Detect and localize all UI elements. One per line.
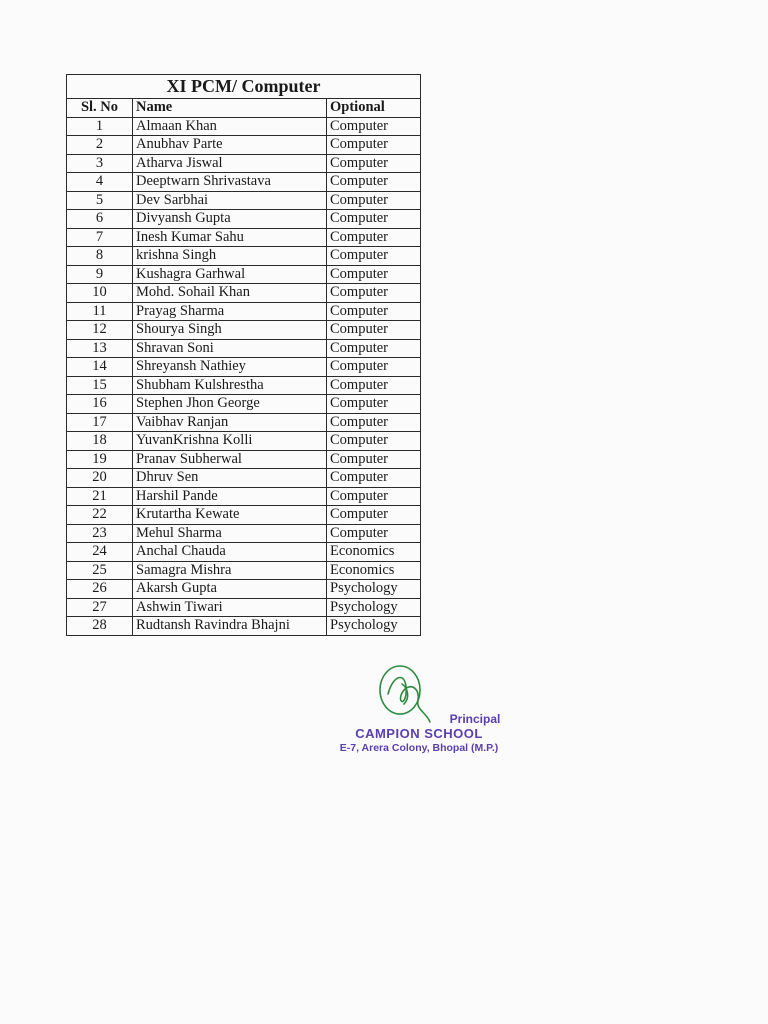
cell-optional: Computer [327, 413, 421, 432]
cell-serial: 1 [67, 117, 133, 136]
cell-serial: 13 [67, 339, 133, 358]
cell-optional: Computer [327, 210, 421, 229]
table-row [67, 413, 421, 432]
stamp-principal-label: Principal [449, 712, 501, 726]
table-row [67, 617, 421, 636]
cell-optional: Computer [327, 376, 421, 395]
table-row [67, 450, 421, 469]
cell-optional: Computer [327, 302, 421, 321]
table-row [67, 524, 421, 543]
cell-optional: Computer [327, 450, 421, 469]
cell-name: Shravan Soni [133, 339, 327, 358]
cell-name: krishna Singh [133, 247, 327, 266]
cell-optional: Computer [327, 265, 421, 284]
cell-serial: 22 [67, 506, 133, 525]
cell-name: Mohd. Sohail Khan [133, 284, 327, 303]
table-title: XI PCM/ Computer [67, 75, 421, 99]
table-row [67, 339, 421, 358]
table-row [67, 210, 421, 229]
cell-serial: 16 [67, 395, 133, 414]
table-row [67, 136, 421, 155]
cell-serial: 8 [67, 247, 133, 266]
cell-optional: Computer [327, 284, 421, 303]
cell-name: Prayag Sharma [133, 302, 327, 321]
cell-optional: Computer [327, 432, 421, 451]
table-row [67, 117, 421, 136]
table-row [67, 154, 421, 173]
cell-optional: Computer [327, 173, 421, 192]
cell-name: YuvanKrishna Kolli [133, 432, 327, 451]
cell-optional: Computer [327, 487, 421, 506]
cell-optional: Computer [327, 117, 421, 136]
table-row [67, 469, 421, 488]
cell-optional: Computer [327, 358, 421, 377]
cell-name: Samagra Mishra [133, 561, 327, 580]
column-header-serial: Sl. No [67, 99, 133, 118]
cell-serial: 15 [67, 376, 133, 395]
column-header-name: Name [133, 99, 327, 118]
cell-name: Shreyansh Nathiey [133, 358, 327, 377]
table-title-row [67, 75, 421, 99]
cell-name: Krutartha Kewate [133, 506, 327, 525]
table-row [67, 228, 421, 247]
cell-serial: 14 [67, 358, 133, 377]
cell-optional: Computer [327, 247, 421, 266]
table-row [67, 395, 421, 414]
stamp-school-name: CAMPION SCHOOL [355, 726, 483, 741]
cell-serial: 4 [67, 173, 133, 192]
cell-serial: 11 [67, 302, 133, 321]
cell-name: Mehul Sharma [133, 524, 327, 543]
table-row [67, 265, 421, 284]
cell-optional: Economics [327, 561, 421, 580]
stamp-address: E-7, Arera Colony, Bhopal (M.P.) [339, 742, 499, 754]
cell-serial: 18 [67, 432, 133, 451]
cell-optional: Computer [327, 321, 421, 340]
cell-serial: 21 [67, 487, 133, 506]
cell-name: Ashwin Tiwari [133, 598, 327, 617]
cell-serial: 10 [67, 284, 133, 303]
cell-serial: 28 [67, 617, 133, 636]
cell-optional: Psychology [327, 580, 421, 599]
table-row [67, 191, 421, 210]
table-row [67, 506, 421, 525]
cell-name: Almaan Khan [133, 117, 327, 136]
cell-name: Rudtansh Ravindra Bhajni [133, 617, 327, 636]
cell-optional: Economics [327, 543, 421, 562]
table-row [67, 247, 421, 266]
cell-serial: 2 [67, 136, 133, 155]
table-body [67, 117, 421, 635]
cell-name: Vaibhav Ranjan [133, 413, 327, 432]
cell-optional: Computer [327, 154, 421, 173]
cell-optional: Psychology [327, 617, 421, 636]
table-row [67, 561, 421, 580]
table-row [67, 543, 421, 562]
cell-optional: Computer [327, 191, 421, 210]
cell-optional: Computer [327, 136, 421, 155]
column-header-optional: Optional [327, 99, 421, 118]
cell-serial: 3 [67, 154, 133, 173]
cell-name: Atharva Jiswal [133, 154, 327, 173]
cell-name: Dhruv Sen [133, 469, 327, 488]
cell-name: Shourya Singh [133, 321, 327, 340]
cell-name: Anchal Chauda [133, 543, 327, 562]
table-row [67, 376, 421, 395]
cell-name: Divyansh Gupta [133, 210, 327, 229]
cell-optional: Computer [327, 469, 421, 488]
cell-optional: Psychology [327, 598, 421, 617]
cell-serial: 24 [67, 543, 133, 562]
table-row [67, 173, 421, 192]
cell-serial: 23 [67, 524, 133, 543]
cell-serial: 25 [67, 561, 133, 580]
table-header-row [67, 99, 421, 118]
cell-name: Stephen Jhon George [133, 395, 327, 414]
table-row [67, 598, 421, 617]
cell-name: Dev Sarbhai [133, 191, 327, 210]
table-row [67, 321, 421, 340]
cell-serial: 5 [67, 191, 133, 210]
cell-name: Deeptwarn Shrivastava [133, 173, 327, 192]
table-row [67, 358, 421, 377]
cell-name: Kushagra Garhwal [133, 265, 327, 284]
cell-name: Anubhav Parte [133, 136, 327, 155]
cell-serial: 26 [67, 580, 133, 599]
cell-serial: 20 [67, 469, 133, 488]
cell-serial: 27 [67, 598, 133, 617]
cell-name: Shubham Kulshrestha [133, 376, 327, 395]
table-row [67, 432, 421, 451]
principal-stamp [300, 662, 510, 772]
cell-optional: Computer [327, 339, 421, 358]
table-row [67, 302, 421, 321]
cell-name: Harshil Pande [133, 487, 327, 506]
table-row [67, 284, 421, 303]
cell-name: Inesh Kumar Sahu [133, 228, 327, 247]
cell-name: Pranav Subherwal [133, 450, 327, 469]
cell-serial: 12 [67, 321, 133, 340]
cell-optional: Computer [327, 228, 421, 247]
cell-serial: 19 [67, 450, 133, 469]
cell-optional: Computer [327, 524, 421, 543]
cell-optional: Computer [327, 506, 421, 525]
cell-serial: 17 [67, 413, 133, 432]
cell-optional: Computer [327, 395, 421, 414]
cell-serial: 9 [67, 265, 133, 284]
table-row [67, 580, 421, 599]
cell-serial: 6 [67, 210, 133, 229]
student-roster-table [66, 74, 421, 636]
cell-name: Akarsh Gupta [133, 580, 327, 599]
table-row [67, 487, 421, 506]
cell-serial: 7 [67, 228, 133, 247]
